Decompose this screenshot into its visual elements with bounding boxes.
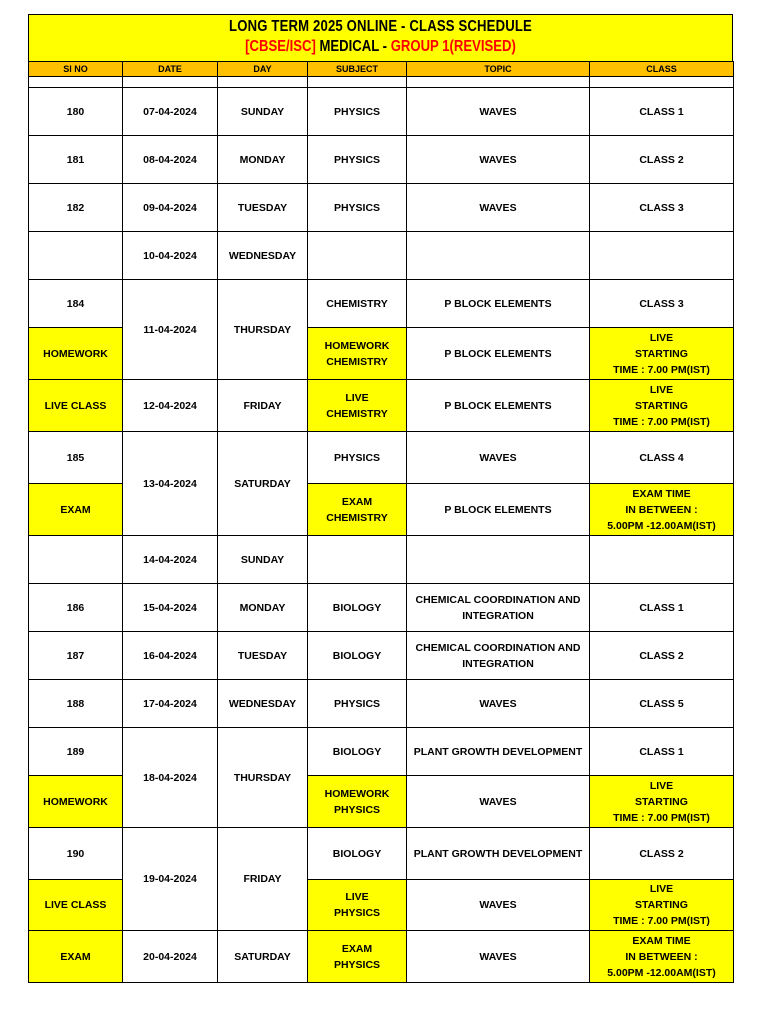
topic-cell: WAVES: [407, 776, 590, 828]
class-cell: CLASS 4: [590, 432, 734, 484]
date-cell: 12-04-2024: [123, 380, 218, 432]
subject-cell: [308, 776, 407, 828]
class-cell: CLASS 2: [590, 136, 734, 184]
date-cell: 16-04-2024: [123, 632, 218, 680]
schedule-subtitle: [92, 37, 668, 57]
topic-cell: [407, 584, 590, 632]
day-cell: SATURDAY: [218, 432, 308, 536]
subject-cell: PHYSICS: [308, 136, 407, 184]
subject-cell: PHYSICS: [308, 88, 407, 136]
sl-no-cell: 182: [29, 184, 123, 232]
table-row: [29, 280, 734, 328]
subject-line: CHEMISTRY: [326, 355, 388, 368]
class-cell: [590, 380, 734, 432]
subject-cell: [308, 232, 407, 280]
subject-cell: [308, 484, 407, 536]
subject-line: EXAM: [341, 495, 373, 508]
day-cell: THURSDAY: [218, 280, 308, 380]
class-cell: [590, 328, 734, 380]
header-subject: SUBJECT: [308, 62, 407, 77]
table-row: [29, 184, 734, 232]
board-label: [CBSE/ISC]: [245, 38, 316, 55]
table-row: [29, 828, 734, 880]
topic-cell: PLANT GROWTH DEVELOPMENT: [407, 828, 590, 880]
topic-cell: WAVES: [407, 136, 590, 184]
subject-cell: BIOLOGY: [308, 828, 407, 880]
class-cell: [590, 232, 734, 280]
subject-cell: CHEMISTRY: [308, 280, 407, 328]
subject-cell: PHYSICS: [308, 680, 407, 728]
topic-cell: [407, 632, 590, 680]
class-line: LIVE: [649, 779, 674, 792]
topic-cell: WAVES: [407, 880, 590, 931]
class-line: LIVE: [649, 331, 674, 344]
topic-line: CHEMICAL COORDINATION AND: [415, 593, 581, 606]
table-row: [29, 88, 734, 136]
class-line: EXAM TIME: [632, 934, 691, 947]
topic-line: INTEGRATION: [462, 657, 534, 670]
spacer-row: [29, 77, 734, 88]
group-label: GROUP 1(REVISED): [390, 38, 516, 55]
topic-cell: [407, 536, 590, 584]
class-line: EXAM TIME: [632, 487, 691, 500]
class-line: 5.00PM -12.00AM(IST): [607, 519, 716, 532]
header-day: DAY: [218, 62, 308, 77]
table-row: [29, 728, 734, 776]
subject-line: LIVE: [345, 891, 369, 903]
class-line: TIME : 7.00 PM(IST): [613, 915, 710, 927]
sl-no-cell: 190: [29, 828, 123, 880]
topic-cell: P BLOCK ELEMENTS: [407, 280, 590, 328]
date-cell: 08-04-2024: [123, 136, 218, 184]
subject-line: PHYSICS: [333, 803, 381, 816]
sl-no-cell: 187: [29, 632, 123, 680]
sl-no-cell: HOMEWORK: [29, 776, 123, 828]
class-line: TIME : 7.00 PM(IST): [613, 363, 710, 376]
class-line: 5.00PM -12.00AM(IST): [607, 966, 716, 979]
date-cell: 11-04-2024: [123, 280, 218, 380]
table-row: [29, 136, 734, 184]
date-cell: 13-04-2024: [123, 432, 218, 536]
class-line: IN BETWEEN :: [625, 503, 698, 516]
table-row: [29, 380, 734, 432]
day-cell: SATURDAY: [218, 931, 308, 983]
subject-cell: PHYSICS: [308, 184, 407, 232]
table-row: [29, 232, 734, 280]
table-row: [29, 680, 734, 728]
subject-cell: BIOLOGY: [308, 728, 407, 776]
header-date: DATE: [123, 62, 218, 77]
sl-no-cell: [29, 536, 123, 584]
day-cell: TUESDAY: [218, 632, 308, 680]
title-banner: [28, 14, 733, 61]
day-cell: WEDNESDAY: [218, 680, 308, 728]
class-cell: [590, 484, 734, 536]
class-cell: [590, 931, 734, 983]
subject-cell: [308, 880, 407, 931]
sl-no-cell: 189: [29, 728, 123, 776]
topic-cell: P BLOCK ELEMENTS: [407, 328, 590, 380]
topic-cell: WAVES: [407, 88, 590, 136]
subject-cell: [308, 536, 407, 584]
class-cell: CLASS 2: [590, 828, 734, 880]
sl-no-cell: LIVE CLASS: [29, 880, 123, 931]
date-cell: 07-04-2024: [123, 88, 218, 136]
subject-cell: BIOLOGY: [308, 632, 407, 680]
topic-cell: WAVES: [407, 931, 590, 983]
table-row: [29, 632, 734, 680]
day-cell: MONDAY: [218, 584, 308, 632]
date-cell: 18-04-2024: [123, 728, 218, 828]
day-cell: SUNDAY: [218, 88, 308, 136]
table-row: [29, 931, 734, 983]
schedule-table: [28, 61, 734, 983]
sl-no-cell: HOMEWORK: [29, 328, 123, 380]
subject-cell: [308, 931, 407, 983]
topic-cell: PLANT GROWTH DEVELOPMENT: [407, 728, 590, 776]
subject-line: PHYSICS: [333, 907, 381, 919]
subject-cell: [308, 328, 407, 380]
class-line: LIVE: [649, 883, 674, 895]
subject-line: CHEMISTRY: [326, 407, 388, 420]
schedule-title: LONG TERM 2025 ONLINE - CLASS SCHEDULE: [229, 18, 532, 35]
schedule-sheet: [28, 14, 733, 983]
sl-no-cell: 186: [29, 584, 123, 632]
subject-cell: BIOLOGY: [308, 584, 407, 632]
sl-no-cell: LIVE CLASS: [29, 380, 123, 432]
class-cell: [590, 776, 734, 828]
table-row: [29, 432, 734, 484]
class-line: TIME : 7.00 PM(IST): [613, 415, 710, 428]
day-cell: WEDNESDAY: [218, 232, 308, 280]
class-line: STARTING: [635, 899, 688, 911]
sl-no-cell: EXAM: [29, 931, 123, 983]
class-cell: CLASS 1: [590, 584, 734, 632]
subject-line: HOMEWORK: [324, 787, 390, 800]
subject-line: HOMEWORK: [324, 339, 390, 352]
topic-cell: WAVES: [407, 184, 590, 232]
sl-no-cell: 185: [29, 432, 123, 484]
class-line: STARTING: [635, 347, 688, 360]
class-cell: CLASS 3: [590, 280, 734, 328]
date-cell: 14-04-2024: [123, 536, 218, 584]
day-cell: MONDAY: [218, 136, 308, 184]
class-cell: CLASS 2: [590, 632, 734, 680]
topic-cell: [407, 232, 590, 280]
sl-no-cell: [29, 232, 123, 280]
topic-cell: P BLOCK ELEMENTS: [407, 380, 590, 432]
stream-label: MEDICAL -: [315, 38, 391, 55]
date-cell: 09-04-2024: [123, 184, 218, 232]
header-topic: TOPIC: [407, 62, 590, 77]
day-cell: FRIDAY: [218, 828, 308, 931]
day-cell: FRIDAY: [218, 380, 308, 432]
topic-cell: WAVES: [407, 432, 590, 484]
class-line: STARTING: [635, 795, 688, 808]
topic-cell: P BLOCK ELEMENTS: [407, 484, 590, 536]
day-cell: TUESDAY: [218, 184, 308, 232]
date-cell: 10-04-2024: [123, 232, 218, 280]
class-cell: [590, 536, 734, 584]
topic-line: CHEMICAL COORDINATION AND: [415, 641, 581, 654]
date-cell: 19-04-2024: [123, 828, 218, 931]
class-cell: CLASS 3: [590, 184, 734, 232]
date-cell: 15-04-2024: [123, 584, 218, 632]
day-cell: SUNDAY: [218, 536, 308, 584]
sl-no-cell: 188: [29, 680, 123, 728]
class-line: TIME : 7.00 PM(IST): [613, 811, 710, 824]
class-cell: CLASS 5: [590, 680, 734, 728]
sl-no-cell: EXAM: [29, 484, 123, 536]
class-line: LIVE: [649, 383, 674, 396]
topic-line: INTEGRATION: [462, 609, 534, 622]
header-row: [29, 62, 734, 77]
date-cell: 20-04-2024: [123, 931, 218, 983]
subject-cell: PHYSICS: [308, 432, 407, 484]
class-cell: [590, 880, 734, 931]
class-line: STARTING: [635, 399, 688, 412]
table-row: [29, 584, 734, 632]
topic-cell: WAVES: [407, 680, 590, 728]
subject-line: EXAM: [341, 942, 373, 955]
class-cell: CLASS 1: [590, 88, 734, 136]
day-cell: THURSDAY: [218, 728, 308, 828]
header-class: CLASS: [590, 62, 734, 77]
subject-line: LIVE: [345, 391, 369, 404]
class-cell: CLASS 1: [590, 728, 734, 776]
date-cell: 17-04-2024: [123, 680, 218, 728]
subject-line: PHYSICS: [333, 958, 381, 971]
header-sl-no: Sl NO: [29, 62, 123, 77]
subject-cell: [308, 380, 407, 432]
table-row: [29, 536, 734, 584]
sl-no-cell: 180: [29, 88, 123, 136]
subject-line: CHEMISTRY: [326, 511, 388, 524]
sl-no-cell: 181: [29, 136, 123, 184]
class-line: IN BETWEEN :: [625, 950, 698, 963]
sl-no-cell: 184: [29, 280, 123, 328]
